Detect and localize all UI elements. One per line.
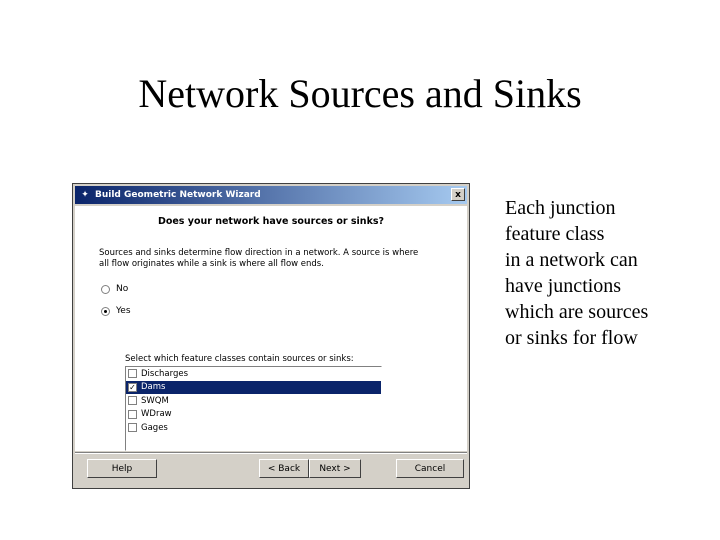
description-line: feature class	[505, 223, 605, 245]
slide-title: Network Sources and Sinks	[138, 71, 582, 116]
close-button[interactable]: x	[451, 188, 465, 201]
back-button[interactable]: < Back	[259, 459, 309, 478]
list-item[interactable]	[126, 421, 381, 435]
description-line: Each junction	[505, 197, 616, 219]
footer-divider	[75, 452, 467, 454]
wizard-dialog	[72, 183, 470, 489]
checkbox[interactable]	[128, 369, 137, 378]
description-line: or sinks for flow	[505, 327, 638, 349]
dialog-title: Build Geometric Network Wizard	[95, 190, 261, 200]
description-line: in a network can	[505, 249, 638, 271]
list-item-label: SWQM	[141, 395, 169, 406]
description-line: have junctions	[505, 275, 622, 297]
radio-no[interactable]	[101, 284, 128, 294]
list-item[interactable]	[126, 367, 381, 381]
wizard-icon: ✦	[81, 190, 89, 200]
list-item-label: Discharges	[141, 368, 189, 379]
wizard-explanation: Sources and sinks determine flow direction in a network. A source is where all flow originates while a sink is where all flow ends.	[99, 248, 419, 269]
slide-description	[505, 195, 705, 351]
dialog-titlebar[interactable]	[75, 186, 467, 204]
feature-class-list[interactable]	[125, 366, 382, 451]
radio-no-button[interactable]	[101, 285, 110, 294]
feature-list-label: Select which feature classes contain sources or sinks:	[125, 354, 354, 364]
wizard-body	[75, 206, 467, 451]
checkbox[interactable]	[128, 396, 137, 405]
description-line: which are sources	[505, 301, 649, 323]
list-item-label: Gages	[141, 422, 168, 433]
checkbox-checked[interactable]: ✓	[129, 382, 136, 392]
list-item[interactable]	[126, 408, 381, 422]
checkbox[interactable]	[128, 423, 137, 432]
wizard-footer	[75, 452, 467, 486]
cancel-button[interactable]: Cancel	[396, 459, 464, 478]
wizard-question: Does your network have sources or sinks?	[157, 216, 385, 227]
radio-no-label: No	[116, 284, 129, 294]
checkbox[interactable]	[128, 410, 137, 419]
list-item[interactable]	[126, 381, 381, 395]
radio-yes-label: Yes	[116, 306, 131, 316]
list-item[interactable]	[126, 394, 381, 408]
radio-yes-button[interactable]	[101, 307, 110, 316]
help-button[interactable]: Help	[87, 459, 157, 478]
radio-yes[interactable]	[101, 306, 131, 316]
list-item-label: WDraw	[141, 409, 172, 420]
list-item-label: Dams	[141, 382, 166, 393]
next-button[interactable]: Next >	[309, 459, 361, 478]
